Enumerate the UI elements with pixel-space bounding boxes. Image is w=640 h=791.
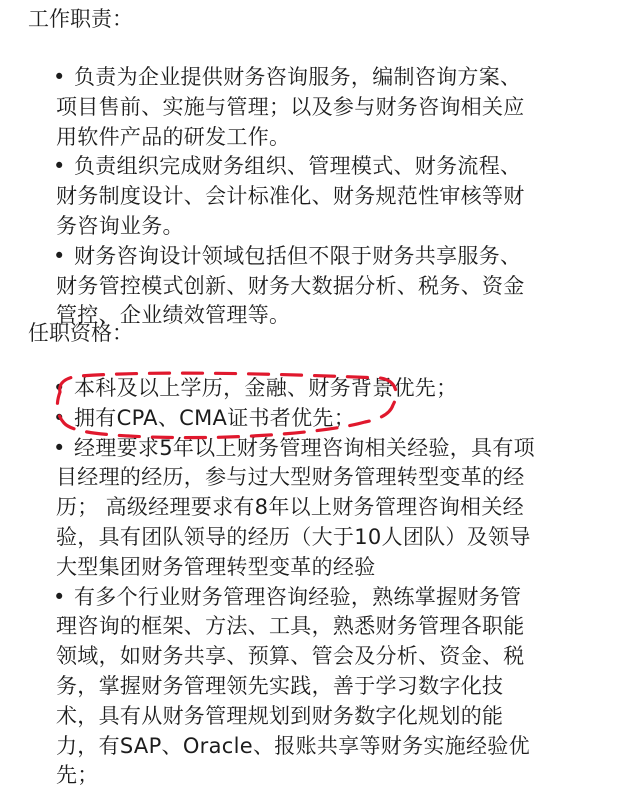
list-item-line: 财务管控模式创新、财务大数据分析、税务、资金 xyxy=(56,273,525,298)
list-item xyxy=(53,374,535,404)
section-heading-duties: 工作职责： xyxy=(28,7,133,31)
qualifications-list xyxy=(53,374,535,791)
section-heading-qualifications: 任职资格： xyxy=(28,321,133,345)
list-item xyxy=(53,583,535,791)
list-item-line: 务，掌握财务管理领先实践，善于学习数字化技 xyxy=(56,673,504,698)
duties-list xyxy=(53,63,525,331)
list-item-line: 务咨询业务。 xyxy=(56,213,184,238)
list-item-line: 目经理的经历，参与过大型财务管理转型变革的经 xyxy=(56,465,525,490)
list-item-line: 术，具有从财务管理规划到财务数字化规划的能 xyxy=(56,703,504,728)
bullet-icon: • xyxy=(53,435,66,460)
bullet-icon: • xyxy=(53,154,66,179)
list-item-line: 拥有CPA、CMA证书者优先； xyxy=(74,405,355,430)
list-item-line: 负责为企业提供财务咨询服务，编制咨询方案、 xyxy=(74,65,522,89)
list-item-line: 用软件产品的研发工作。 xyxy=(56,124,291,149)
list-item-line: 先； xyxy=(56,763,99,788)
list-item-line: 财务咨询设计领域包括但不限于财务共享服务、 xyxy=(74,243,522,268)
bullet-icon: • xyxy=(53,243,66,268)
list-item-line: 管控、企业绩效管理等。 xyxy=(56,303,291,328)
list-item-line: 本科及以上学历，金融、财务背景优先； xyxy=(74,376,458,400)
list-item-line: 有多个行业财务管理咨询经验，熟练掌握财务管 xyxy=(74,584,522,609)
bullet-icon: • xyxy=(53,376,66,400)
bullet-icon: • xyxy=(53,405,66,430)
list-item xyxy=(53,152,525,241)
list-item-line: 负责组织完成财务组织、管理模式、财务流程、 xyxy=(74,154,522,179)
list-item-line: 大型集团财务管理转型变革的经验 xyxy=(56,554,376,579)
list-item-line: 经理要求5年以上财务管理咨询相关经验，具有项 xyxy=(74,435,535,460)
list-item-line: 验，具有团队领导的经历（大于10人团队）及领导 xyxy=(56,524,531,549)
list-item-line: 力，有SAP、Oracle、报账共享等财务实施经验优 xyxy=(56,733,530,758)
list-item xyxy=(53,404,535,434)
list-item-line: 领域，如财务共享、预算、管会及分析、资金、税 xyxy=(56,644,525,669)
list-item xyxy=(53,434,535,583)
list-item-line: 历； 高级经理要求有8年以上财务管理咨询相关经 xyxy=(56,495,524,520)
list-item-line: 项目售前、实施与管理；以及参与财务咨询相关应 xyxy=(56,94,525,119)
list-item-line: 财务制度设计、会计标准化、财务规范性审核等财 xyxy=(56,184,525,209)
bullet-icon: • xyxy=(53,584,66,609)
bullet-icon: • xyxy=(53,65,66,89)
list-item-line: 理咨询的框架、方法、工具，熟悉财务管理各职能 xyxy=(56,614,525,639)
list-item xyxy=(53,63,525,152)
